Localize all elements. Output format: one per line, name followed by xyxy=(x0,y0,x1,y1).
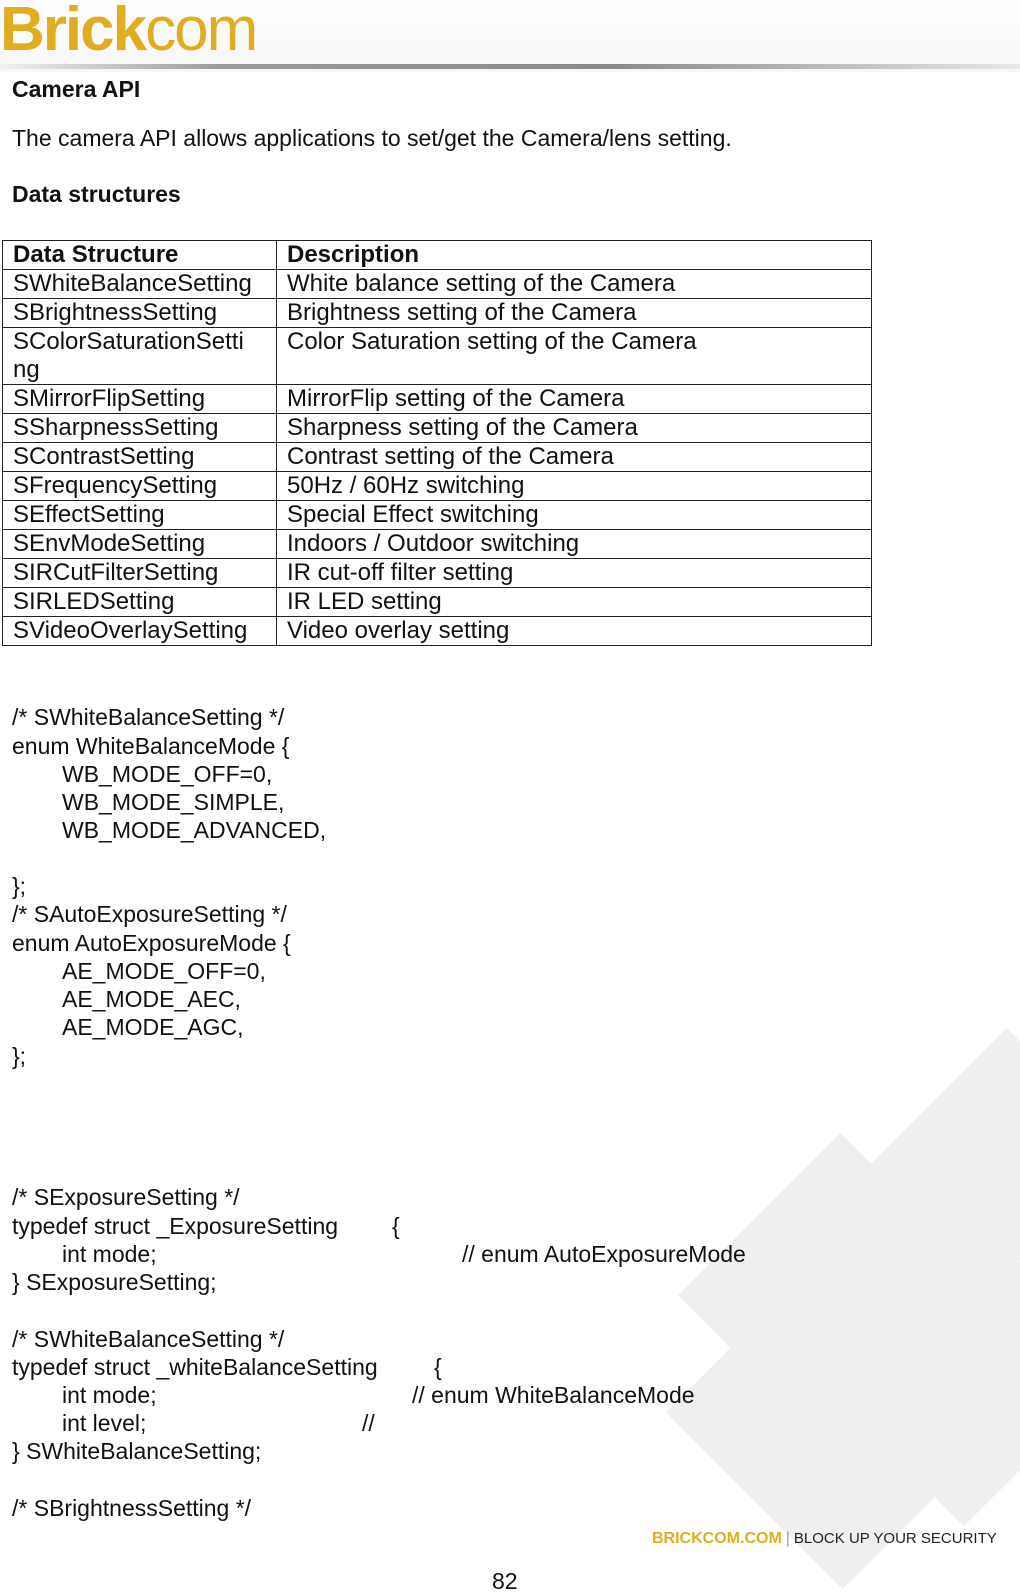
code-line: int level; xyxy=(62,1410,147,1436)
section-intro: The camera API allows applications to set/get the Camera/lens setting. xyxy=(12,125,732,151)
code-comment: // enum AutoExposureMode xyxy=(462,1241,746,1267)
description-cell: IR LED setting xyxy=(277,588,872,617)
footer-brand-url: BRICKCOM.COM xyxy=(652,1530,782,1547)
description-cell: Indoors / Outdoor switching xyxy=(277,530,872,559)
column-header: Description xyxy=(277,241,872,270)
code-line: }; xyxy=(12,1043,27,1069)
footer-brand xyxy=(652,1530,997,1548)
description-cell: 50Hz / 60Hz switching xyxy=(277,472,872,501)
footer-separator: | xyxy=(785,1530,790,1547)
logo-light-text: com xyxy=(145,0,257,64)
code-line: AE_MODE_OFF=0, xyxy=(62,958,266,984)
table-row xyxy=(3,414,872,443)
table-row xyxy=(3,385,872,414)
code-line: enum AutoExposureMode { xyxy=(12,930,291,956)
structure-name-cell: SMirrorFlipSetting xyxy=(3,385,277,414)
section-title: Camera API xyxy=(12,76,141,102)
description-cell: Contrast setting of the Camera xyxy=(277,443,872,472)
code-line: AE_MODE_AGC, xyxy=(62,1014,244,1040)
description-cell: Color Saturation setting of the Camera xyxy=(277,328,872,385)
description-cell: IR cut-off filter setting xyxy=(277,559,872,588)
code-line: enum WhiteBalanceMode { xyxy=(12,733,290,759)
column-header: Data Structure xyxy=(3,241,277,270)
code-line: typedef struct _whiteBalanceSetting xyxy=(12,1354,378,1380)
description-cell: Brightness setting of the Camera xyxy=(277,299,872,328)
page-number: 82 xyxy=(492,1568,518,1594)
table-row xyxy=(3,501,872,530)
structure-name-cell: SVideoOverlaySetting xyxy=(3,617,277,646)
code-comment: // enum WhiteBalanceMode xyxy=(412,1382,695,1408)
structure-name-cell: SBrightnessSetting xyxy=(3,299,277,328)
structure-name-cell: SEnvModeSetting xyxy=(3,530,277,559)
code-line: WB_MODE_SIMPLE, xyxy=(62,789,285,815)
table-row xyxy=(3,588,872,617)
description-cell: Video overlay setting xyxy=(277,617,872,646)
code-line: AE_MODE_AEC, xyxy=(62,986,241,1012)
data-structures-table xyxy=(2,240,872,646)
structure-name-cell: SContrastSetting xyxy=(3,443,277,472)
code-line: /* SBrightnessSetting */ xyxy=(12,1495,252,1521)
code-line: }; xyxy=(12,873,27,899)
page-header xyxy=(0,0,1020,72)
code-line: WB_MODE_OFF=0, xyxy=(62,761,273,787)
table-row xyxy=(3,472,872,501)
structure-name-cell: SColorSaturationSetti ng xyxy=(3,328,277,385)
structure-name-cell: SIRLEDSetting xyxy=(3,588,277,617)
description-cell: Sharpness setting of the Camera xyxy=(277,414,872,443)
description-cell: Special Effect switching xyxy=(277,501,872,530)
code-line: { xyxy=(392,1213,400,1239)
table-header-row xyxy=(3,241,872,270)
code-line: { xyxy=(434,1354,442,1380)
code-line: } SExposureSetting; xyxy=(12,1269,217,1295)
description-cell: MirrorFlip setting of the Camera xyxy=(277,385,872,414)
table-row xyxy=(3,443,872,472)
table-row xyxy=(3,270,872,299)
code-line: /* SWhiteBalanceSetting */ xyxy=(12,1326,285,1352)
logo-bold-text: Brick xyxy=(0,0,146,64)
structure-name-cell: SIRCutFilterSetting xyxy=(3,559,277,588)
table-row xyxy=(3,617,872,646)
description-cell: White balance setting of the Camera xyxy=(277,270,872,299)
structure-name-cell: SEffectSetting xyxy=(3,501,277,530)
structure-name-cell: SFrequencySetting xyxy=(3,472,277,501)
table-row xyxy=(3,299,872,328)
brickcom-logo xyxy=(0,0,256,65)
section-subtitle: Data structures xyxy=(12,181,181,207)
footer-tagline: BLOCK UP YOUR SECURITY xyxy=(793,1530,997,1547)
table-row xyxy=(3,559,872,588)
table-row xyxy=(3,530,872,559)
code-line: /* SWhiteBalanceSetting */ xyxy=(12,704,285,730)
structure-name-cell: SSharpnessSetting xyxy=(3,414,277,443)
structure-name-cell: SWhiteBalanceSetting xyxy=(3,270,277,299)
table-row xyxy=(3,328,872,385)
code-line: /* SExposureSetting */ xyxy=(12,1184,240,1210)
code-line: int mode; xyxy=(62,1382,157,1408)
code-line: /* SAutoExposureSetting */ xyxy=(12,901,287,927)
code-comment: // xyxy=(362,1410,375,1436)
code-line: typedef struct _ExposureSetting xyxy=(12,1213,339,1239)
code-line: int mode; xyxy=(62,1241,157,1267)
code-line: WB_MODE_ADVANCED, xyxy=(62,817,327,843)
header-divider xyxy=(0,64,1020,69)
code-line: } SWhiteBalanceSetting; xyxy=(12,1438,262,1464)
